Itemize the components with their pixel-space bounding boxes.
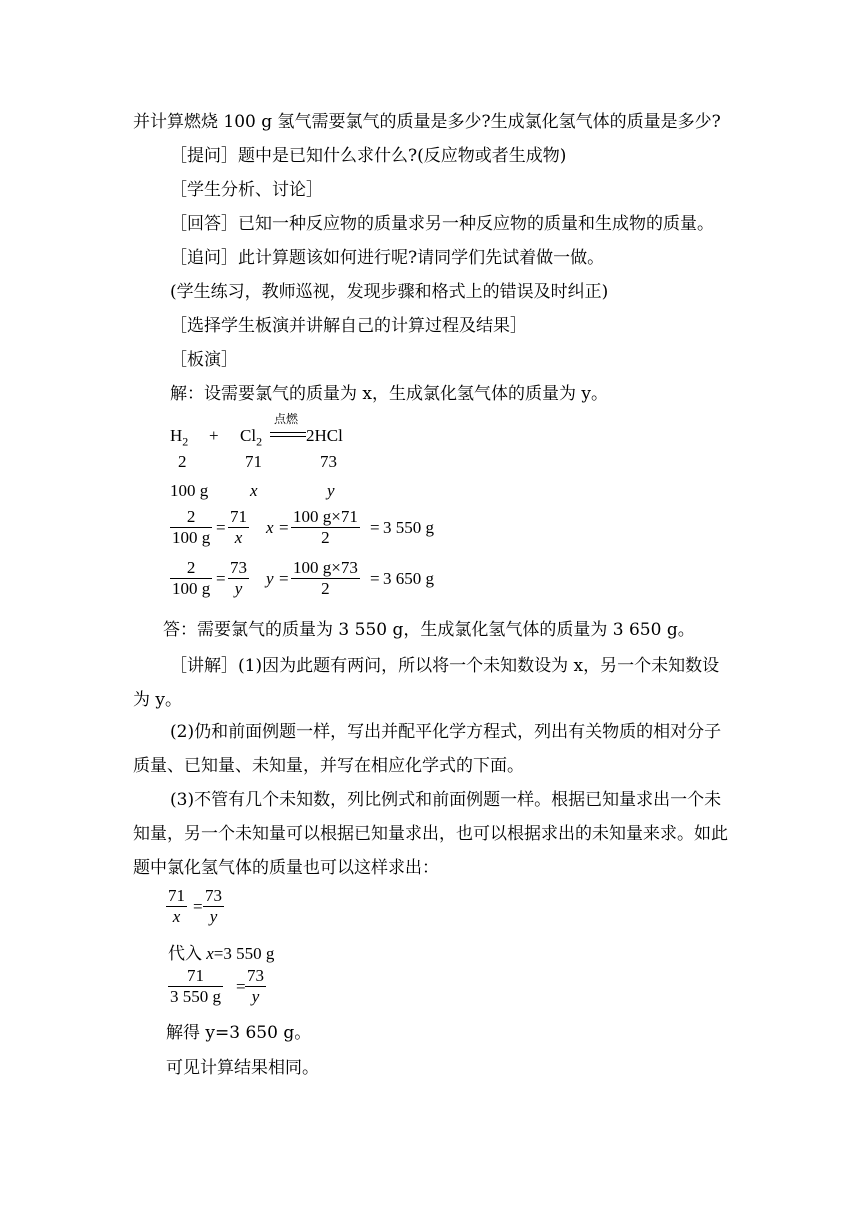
- formula-h2: $H_2$: [170, 426, 189, 449]
- paragraph-explain-3: (3)不管有几个未知数，列比例式和前面例题一样。根据已知量求出一个未: [170, 790, 722, 810]
- mass-hcl: 73: [320, 452, 337, 471]
- paragraph-question: 并计算燃烧 100 g 氢气需要氯气的质量是多少?生成氯化氢气体的质量是多少?: [133, 112, 721, 132]
- ratio1-variable: x: [266, 518, 274, 537]
- paragraph-discuss: ［学生分析、讨论］: [170, 180, 323, 200]
- paragraph-explain-2-cont: 质量、已知量、未知量，并写在相应化学式的下面。: [133, 756, 524, 776]
- unknown-x: x: [250, 481, 258, 500]
- paragraph-answer: ［回答］已知一种反应物的质量求另一种反应物的质量和生成物的质量。: [170, 214, 714, 234]
- paragraph-explain-1: ［讲解］(1)因为此题有两问，所以将一个未知数设为 x，另一个未知数设: [170, 656, 720, 676]
- reaction-condition: 点燃: [274, 412, 299, 426]
- equals-sign: =: [236, 977, 246, 996]
- plus-sign: +: [209, 426, 219, 445]
- equals-sign: =: [279, 518, 289, 537]
- paragraph-explain-3-cont: 知量，另一个未知量可以根据已知量求出，也可以根据求出的未知量来求。如此: [133, 824, 728, 844]
- paragraph-explain-2: (2)仍和前面例题一样，写出并配平化学方程式，列出有关物质的相对分子: [170, 722, 722, 742]
- mass-h2: 2: [178, 452, 187, 471]
- reaction-arrow: [270, 432, 306, 437]
- equals-sign: =: [193, 897, 203, 916]
- paragraph-solution-setup: 解：设需要氯气的质量为 x，生成氯化氢气体的质量为 y。: [170, 384, 608, 404]
- paragraph-board: ［板演］: [170, 350, 238, 370]
- equals-sign: =: [370, 569, 380, 588]
- alt-ratio-left: 71 x: [168, 886, 185, 926]
- paragraph-explain-1-cont: 为 y。: [133, 690, 183, 710]
- mass-cl2: 71: [245, 452, 262, 471]
- alt-ratio-right: 73 y: [205, 886, 222, 926]
- paragraph-conclusion: 可见计算结果相同。: [166, 1058, 319, 1078]
- paragraph-ask: ［提问］题中是已知什么求什么?(反应物或者生成物): [170, 146, 567, 166]
- alt-ratio2-left: 71 3 550 g: [170, 966, 221, 1006]
- ratio2-left: 2 100 g: [172, 558, 211, 598]
- equals-sign: =: [216, 569, 226, 588]
- paragraph-final-answer: 答：需要氯气的质量为 3 550 g，生成氯化氢气体的质量为 3 650 g。: [163, 620, 695, 640]
- equals-sign: =: [370, 518, 380, 537]
- paragraph-select: ［选择学生板演并讲解自己的计算过程及结果］: [170, 316, 527, 336]
- ratio2-result: 3 650 g: [383, 569, 434, 588]
- alt-ratio2-right: 73 y: [247, 966, 264, 1006]
- paragraph-explain-3-end: 题中氯化氢气体的质量也可以这样求出：: [133, 858, 439, 878]
- paragraph-followup: ［追问］此计算题该如何进行呢?请同学们先试着做一做。: [170, 248, 605, 268]
- substitute-line: 代入 x=3 550 g: [168, 944, 275, 964]
- ratio2-right: 73 y: [230, 558, 247, 598]
- equals-sign: =: [216, 518, 226, 537]
- ratio1-calc: 100 g×71 2: [293, 507, 358, 547]
- ratio2-variable: y: [266, 569, 274, 588]
- ratio2-calc: 100 g×73 2: [293, 558, 358, 598]
- unknown-y: y: [327, 481, 335, 500]
- formula-hcl: 2HCl: [306, 426, 343, 445]
- known-h2: 100 g: [170, 481, 209, 500]
- equals-sign: =: [279, 569, 289, 588]
- formula-cl2: $Cl_2$: [240, 426, 263, 449]
- paragraph-solve: 解得 y=3 650 g。: [166, 1023, 312, 1043]
- ratio1-right: 71 x: [230, 507, 247, 547]
- paragraph-practice: (学生练习，教师巡视，发现步骤和格式上的错误及时纠正): [170, 282, 609, 302]
- ratio1-result: 3 550 g: [383, 518, 434, 537]
- ratio1-left: 2 100 g: [172, 507, 211, 547]
